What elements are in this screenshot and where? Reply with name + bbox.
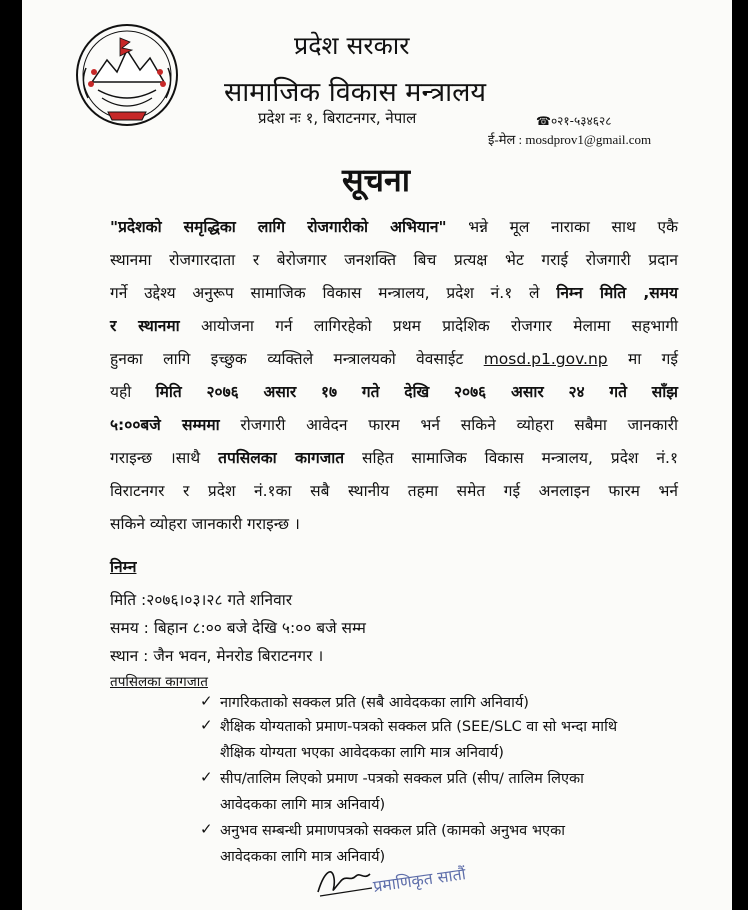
government-emblem-icon [72,20,182,130]
event-details-heading: निम्न [110,558,137,576]
checkmark-icon: ✓ [200,692,213,710]
event-time: समय : बिहान ८:०० बजे देखि ५:०० बजे सम्म [110,619,366,637]
body-line-7: ५:००बजे सम्ममा रोजगारी आवेदन फारम भर्न सकिने व्योहरा सबैमा जानकारी [110,416,678,434]
body-line-8: गराइन्छ ।साथै तपसिलका कागजात सहित सामाजिक विकास मन्त्रालय, प्रदेश नं.१ [110,449,678,467]
checkmark-icon: ✓ [200,716,213,734]
body-line-10: सकिने व्योहरा जानकारी गराइन्छ । [110,515,300,533]
office-name: प्रदेश सरकार [294,31,410,60]
email-address: ई-मेल : mosdprov1@gmail.com [488,132,652,147]
body-line-2: स्थानमा रोजगारदाता र बेरोजगार जनशक्ति बिच प्रत्यक्ष भेट गराई रोजगारी प्रदान [110,251,678,269]
event-date: मिति :२०७६।०३।२८ गते शनिवार [110,591,293,609]
checkmark-icon: ✓ [200,820,213,838]
campaign-slogan: "प्रदेशको समृद्धिका लागि रोजगारीको अभियान" [110,218,447,236]
body-line-3: गर्ने उद्देश्य अनुरूप सामाजिक विकास मन्त्रालय, प्रदेश नं.१ ले निम्न मिति ,समय [110,284,678,302]
ministry-name: सामाजिक विकास मन्त्रालय [224,77,487,108]
phone-number: ☎०२१-५३४६२८ [536,114,612,128]
body-line-9: विराटनगर र प्रदेश नं.१का सबै स्थानीय तहमा समेत गई अनलाइन फारम भर्न [110,482,678,500]
body-line-6: यही मिति २०७६ असार १७ गते देखि २०७६ असार २४ गते साँझ [110,383,678,401]
notice-title: सूचना [342,161,411,199]
documents-heading: तपसिलका कागजात [110,674,208,690]
event-venue: स्थान : जैन भवन, मेनरोड बिराटनगर । [110,647,324,665]
notice-page: प्रदेश सरकार सामाजिक विकास मन्त्रालय प्रदेश नः १, बिराटनगर, नेपाल ☎०२१-५३४६२८ ई-मेल : mosdprov1@gmail.com सूचना "प्रदेशको समृद्धिका लागि रोजगारीको अभियान" भन्ने मूल नाराका साथ एकै स्थानमा रोजगारदाता र बेरोजगार जनशक्ति बिच प्रत्यक्ष भेट गराई रोजगारी प्रदान गर्ने उद्देश्य अनुरूप सामाजिक विकास मन्त्रालय, प्रदेश नं.१ ले निम्न मिति ,समय र स्थानमा आयोजना गर्न लागिरहेको प्रथम प्रादेशिक रोजगार मेलामा सहभागी हुनका लागि इच्छुक व्यक्तिले मन्त्रालयको वेवसाईट mosd.p1.gov.np मा गई यही मिति २०७६ असार १७ गते देखि २०७६ असार २४ गते साँझ ५:००बजे सम्ममा रोजगारी आवेदन फारम भर्न सकिने व्योहरा सबैमा जानकारी गराइन्छ ।साथै तपसिलका कागजात सहित सामाजिक विकास मन्त्रालय, प्रदेश नं.१ विराटनगर र प्रदेश नं.१का सबै स्थानीय तहमा समेत गई अनलाइन फारम भर्न सकिने व्योहरा जानकारी गराइन्छ । निम्न मिति :२०७६।०३।२८ गते शनिवार समय : बिहान ८:०० बजे देखि ५:०० बजे सम्म स्थान : जैन भवन, मेनरोड बिराटनगर । तपसिलका कागजात ✓ नागरिकताको सक्कल प्रति (सबै आवेदकका लागि अनिवार्य) ✓ शैक्षिक योग्यताको प्रमाण-पत्रको सक्कल प्रति (SEE/SLC वा सो भन्दा माथि शैक्षिक योग्यता भएका आवेदकका लागि मात्र अनिवार्य) ✓ सीप/तालिम लिएको प्रमाण -पत्रको सक्कल प्रति (सीप/ तालिम लिएका आवेदकका लागि मात्र अनिवार्य) ✓ अनुभव सम्बन्धी प्रमाणपत्रको सक्कल प्रति (कामको अनुभव भएका आवेदकका लागि मात्र अनिवार्य) प्रमाणिकृत सातौं [22,0,732,910]
website-link[interactable]: mosd.p1.gov.np [483,350,608,368]
body-line-1: "प्रदेशको समृद्धिका लागि रोजगारीको अभियान" भन्ने मूल नाराका साथ एकै [110,218,678,236]
approval-stamp-text: प्रमाणिकृत सातौं [371,864,467,896]
checkmark-icon: ✓ [200,768,213,786]
signature-stamp [310,852,470,902]
body-line-5: हुनका लागि इच्छुक व्यक्तिले मन्त्रालयको वेवसाईट mosd.p1.gov.np मा गई [110,350,678,368]
office-address: प्रदेश नः १, बिराटनगर, नेपाल [258,109,417,127]
body-line-4: र स्थानमा आयोजना गर्न लागिरहेको प्रथम प्रादेशिक रोजगार मेलामा सहभागी [110,317,678,335]
